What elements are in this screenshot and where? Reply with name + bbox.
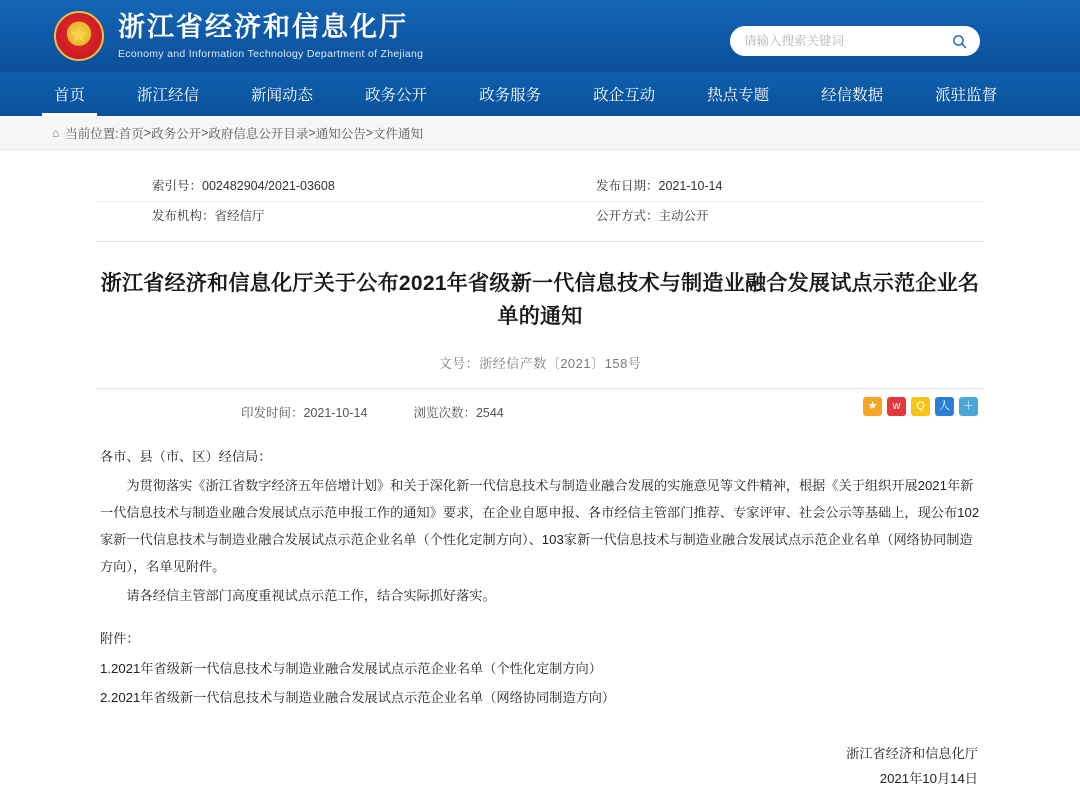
site-header <box>0 0 1080 72</box>
breadcrumb-sep-2: > <box>201 125 209 140</box>
document-number: 文号：浙经信产数〔2021〕158号 <box>438 356 642 372</box>
breadcrumb-item-file-notice[interactable]: 文件通知 <box>373 126 424 141</box>
signature-date: 2021年10月14日 <box>879 770 978 786</box>
breadcrumb-prefix: 当前位置: <box>65 126 119 141</box>
metadata-publish-date <box>540 176 984 194</box>
document-paragraph-2: 请各经信主管部门高度重视试点示范工作，结合实际抓好落实。 <box>126 588 496 604</box>
document-title: 浙江省经济和信息化厅关于公布2021年省级新一代信息技术与制造业融合发展试点示范企业名单的通知 <box>100 272 980 328</box>
breadcrumb-item-notices[interactable]: 通知公告 <box>315 126 366 141</box>
share-bar <box>863 397 978 416</box>
nav-item-government-services[interactable]: 政务服务 <box>479 87 542 104</box>
nav-item-zhejiang-jingxin[interactable]: 浙江经信 <box>137 87 200 104</box>
nav-item-data[interactable]: 经信数据 <box>821 87 884 104</box>
document-salutation: 各市、县（市、区）经信局： <box>100 449 272 465</box>
site-title-cn: 浙江省经济和信息化厅 <box>118 11 408 42</box>
metadata-org-value: 省经信厅 <box>214 209 265 223</box>
search-icon[interactable] <box>951 33 968 50</box>
nav-item-hot-topics[interactable]: 热点专题 <box>707 87 770 104</box>
qzone-icon[interactable]: Q <box>911 397 930 416</box>
nav-item-home[interactable]: 首页 <box>28 72 111 116</box>
metadata-open-mode-value: 主动公开 <box>658 209 709 223</box>
document-subinfo <box>96 388 984 421</box>
favorite-icon[interactable]: ★ <box>863 397 882 416</box>
metadata-open-mode-label: 公开方式： <box>596 209 659 223</box>
national-emblem-icon <box>54 11 104 61</box>
metadata-row-1 <box>96 172 984 202</box>
search-input[interactable] <box>742 33 951 49</box>
attachment-item-1[interactable]: 1.2021年省级新一代信息技术与制造业融合发展试点示范企业名单（个性化定制方向） <box>100 660 602 676</box>
more-share-icon[interactable]: ＋ <box>959 397 978 416</box>
metadata-org <box>96 206 540 224</box>
metadata-org-label: 发布机构： <box>152 209 215 223</box>
document-paragraph-1: 为贯彻落实《浙江省数字经济五年倍增计划》和关于深化新一代信息技术与制造业融合发展的实施意见等文件精神，根据《关于组织开展2021年新一代信息技术与制造业融合发展试点示范申报工作的通知》要求，在企业自愿申报、各市经信主管部门推荐、专家评审、社会公示等基础上，现公布102家新一代信息技术与制造业融合发展试点示范企业名单（个性化定制方向）、103家新一代信息技术与制造业融合发展试点示范企业名单（网络协同制造方向），名单见附件。 <box>100 478 980 575</box>
nav-item-supervision[interactable]: 派驻监督 <box>935 87 998 104</box>
document-print-time: 印发时间：2021-10-14 <box>241 406 368 421</box>
breadcrumb <box>0 116 1080 150</box>
breadcrumb-item-disclosure[interactable]: 政务公开 <box>151 126 202 141</box>
metadata-index-value: 002482904/2021-03608 <box>202 179 335 193</box>
document-metadata <box>96 172 984 242</box>
search-box[interactable] <box>730 26 980 56</box>
metadata-publish-date-value: 2021-10-14 <box>658 179 723 193</box>
metadata-row-2 <box>96 202 984 231</box>
attachment-label: 附件： <box>100 631 140 647</box>
nav-item-government-disclosure[interactable]: 政务公开 <box>365 87 428 104</box>
nav-item-news[interactable]: 新闻动态 <box>251 87 314 104</box>
home-icon: ⌂ <box>52 125 60 140</box>
attachment-item-2[interactable]: 2.2021年省级新一代信息技术与制造业融合发展试点示范企业名单（网络协同制造方向） <box>100 689 616 705</box>
breadcrumb-sep-4: > <box>365 125 374 140</box>
breadcrumb-item-home[interactable]: 首页 <box>118 126 144 141</box>
sina-weibo-icon[interactable]: w <box>887 397 906 416</box>
main-navigation <box>0 72 1080 116</box>
site-title-block <box>118 12 423 60</box>
metadata-index-label: 索引号： <box>152 179 203 193</box>
breadcrumb-sep-1: > <box>143 125 152 140</box>
metadata-publish-date-label: 发布日期： <box>596 179 659 193</box>
metadata-index <box>96 176 540 194</box>
document-body <box>96 443 984 711</box>
breadcrumb-item-catalog[interactable]: 政府信息公开目录 <box>208 126 309 141</box>
document-container <box>0 150 1080 791</box>
metadata-open-mode <box>540 206 984 224</box>
signature-org: 浙江省经济和信息化厅 <box>846 745 978 761</box>
nav-item-gov-enterprise[interactable]: 政企互动 <box>593 87 656 104</box>
document-signature <box>96 741 984 791</box>
renren-icon[interactable]: 人 <box>935 397 954 416</box>
site-title-en: Economy and Information Technology Department of Zhejiang <box>118 47 424 60</box>
breadcrumb-sep-3: > <box>308 125 316 140</box>
document-views: 浏览次数：2544 <box>413 406 504 421</box>
